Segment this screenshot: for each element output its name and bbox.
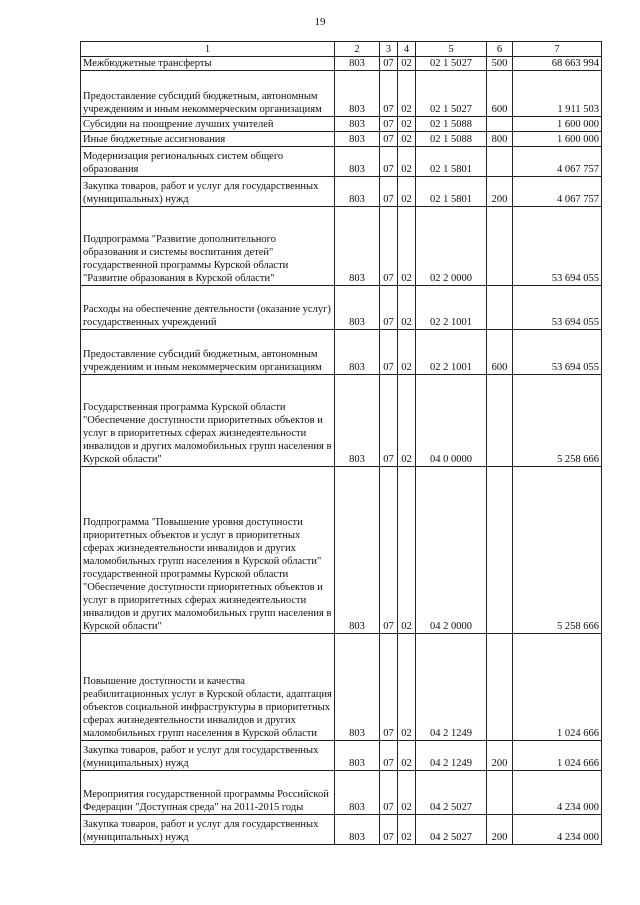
cell-rz: 07 bbox=[380, 771, 398, 815]
cell-pr: 02 bbox=[398, 207, 416, 286]
cell-vr bbox=[487, 634, 513, 741]
row-name: Иные бюджетные ассигнования bbox=[81, 132, 335, 147]
cell-csr: 02 2 1001 bbox=[416, 286, 487, 330]
budget-table bbox=[80, 41, 602, 845]
cell-csr: 02 1 5027 bbox=[416, 71, 487, 117]
row-name: Подпрограмма "Развитие дополнительного образования и системы воспитания детей" государственной программы Курской области "Развитие образования в Курской области" bbox=[81, 207, 335, 286]
cell-gr: 803 bbox=[335, 57, 380, 71]
table-row bbox=[81, 57, 602, 71]
cell-sum: 4 067 757 bbox=[513, 177, 602, 207]
cell-vr bbox=[487, 375, 513, 467]
cell-sum: 1 600 000 bbox=[513, 117, 602, 132]
row-name: Предоставление субсидий бюджетным, автономным учреждениям и иным некоммерческим организациям bbox=[81, 71, 335, 117]
cell-vr bbox=[487, 147, 513, 177]
column-header: 2 bbox=[335, 42, 380, 57]
column-number-row bbox=[81, 42, 602, 57]
cell-gr: 803 bbox=[335, 207, 380, 286]
cell-rz: 07 bbox=[380, 117, 398, 132]
cell-gr: 803 bbox=[335, 815, 380, 845]
cell-sum: 1 600 000 bbox=[513, 132, 602, 147]
cell-rz: 07 bbox=[380, 177, 398, 207]
cell-vr bbox=[487, 286, 513, 330]
cell-vr bbox=[487, 771, 513, 815]
cell-csr: 04 2 1249 bbox=[416, 741, 487, 771]
cell-pr: 02 bbox=[398, 177, 416, 207]
row-name: Закупка товаров, работ и услуг для государственных (муниципальных) нужд bbox=[81, 815, 335, 845]
cell-gr: 803 bbox=[335, 375, 380, 467]
cell-gr: 803 bbox=[335, 741, 380, 771]
cell-pr: 02 bbox=[398, 71, 416, 117]
cell-csr: 02 1 5088 bbox=[416, 132, 487, 147]
cell-rz: 07 bbox=[380, 375, 398, 467]
cell-csr: 02 1 5027 bbox=[416, 57, 487, 71]
table-row bbox=[81, 147, 602, 177]
cell-rz: 07 bbox=[380, 207, 398, 286]
table-row bbox=[81, 286, 602, 330]
cell-pr: 02 bbox=[398, 741, 416, 771]
table-row bbox=[81, 207, 602, 286]
table-row bbox=[81, 741, 602, 771]
table-row bbox=[81, 634, 602, 741]
cell-gr: 803 bbox=[335, 117, 380, 132]
cell-rz: 07 bbox=[380, 741, 398, 771]
cell-pr: 02 bbox=[398, 132, 416, 147]
cell-gr: 803 bbox=[335, 330, 380, 375]
cell-vr: 500 bbox=[487, 57, 513, 71]
page-number: 19 bbox=[314, 16, 326, 28]
cell-pr: 02 bbox=[398, 286, 416, 330]
cell-csr: 04 0 0000 bbox=[416, 375, 487, 467]
row-name: Подпрограмма "Повышение уровня доступности приоритетных объектов и услуг в приоритетных сферах жизнедеятельности инвалидов и других маломобильных групп населения в Курской области" государственной программы Курской области "Обеспечение доступности приоритетных объектов и услуг в приоритетных сферах жизнедеятельности инвалидов и других маломобильных групп населения в Курской области" bbox=[81, 467, 335, 634]
cell-pr: 02 bbox=[398, 634, 416, 741]
cell-pr: 02 bbox=[398, 57, 416, 71]
cell-vr: 200 bbox=[487, 177, 513, 207]
cell-gr: 803 bbox=[335, 467, 380, 634]
cell-rz: 07 bbox=[380, 132, 398, 147]
cell-rz: 07 bbox=[380, 330, 398, 375]
column-header: 1 bbox=[81, 42, 335, 57]
cell-sum: 5 258 666 bbox=[513, 375, 602, 467]
cell-rz: 07 bbox=[380, 147, 398, 177]
cell-gr: 803 bbox=[335, 771, 380, 815]
cell-csr: 04 2 5027 bbox=[416, 815, 487, 845]
cell-sum: 1 911 503 bbox=[513, 71, 602, 117]
cell-sum: 53 694 055 bbox=[513, 207, 602, 286]
cell-csr: 02 1 5088 bbox=[416, 117, 487, 132]
cell-rz: 07 bbox=[380, 57, 398, 71]
cell-pr: 02 bbox=[398, 147, 416, 177]
cell-vr: 800 bbox=[487, 132, 513, 147]
cell-csr: 04 2 0000 bbox=[416, 467, 487, 634]
cell-csr: 04 2 1249 bbox=[416, 634, 487, 741]
cell-sum: 5 258 666 bbox=[513, 467, 602, 634]
cell-csr: 02 1 5801 bbox=[416, 147, 487, 177]
row-name: Субсидии на поощрение лучших учителей bbox=[81, 117, 335, 132]
cell-rz: 07 bbox=[380, 71, 398, 117]
row-name: Государственная программа Курской области "Обеспечение доступности приоритетных объектов и услуг в приоритетных сферах жизнедеятельности инвалидов и других маломобильных групп населения в Курской области" bbox=[81, 375, 335, 467]
row-name: Межбюджетные трансферты bbox=[81, 57, 335, 71]
cell-pr: 02 bbox=[398, 117, 416, 132]
cell-sum: 53 694 055 bbox=[513, 330, 602, 375]
row-name: Расходы на обеспечение деятельности (оказание услуг) государственных учреждений bbox=[81, 286, 335, 330]
cell-vr: 600 bbox=[487, 71, 513, 117]
cell-sum: 53 694 055 bbox=[513, 286, 602, 330]
table-row bbox=[81, 815, 602, 845]
table-row bbox=[81, 375, 602, 467]
cell-csr: 02 1 5801 bbox=[416, 177, 487, 207]
cell-gr: 803 bbox=[335, 71, 380, 117]
cell-sum: 4 234 000 bbox=[513, 771, 602, 815]
column-header: 6 bbox=[487, 42, 513, 57]
row-name: Мероприятия государственной программы Российской Федерации "Доступная среда" на 2011-2015 годы bbox=[81, 771, 335, 815]
cell-pr: 02 bbox=[398, 467, 416, 634]
cell-csr: 04 2 5027 bbox=[416, 771, 487, 815]
cell-gr: 803 bbox=[335, 634, 380, 741]
column-header: 4 bbox=[398, 42, 416, 57]
cell-gr: 803 bbox=[335, 286, 380, 330]
cell-gr: 803 bbox=[335, 177, 380, 207]
cell-pr: 02 bbox=[398, 771, 416, 815]
cell-vr: 200 bbox=[487, 741, 513, 771]
table-row bbox=[81, 132, 602, 147]
column-header: 5 bbox=[416, 42, 487, 57]
row-name: Модернизация региональных систем общего образования bbox=[81, 147, 335, 177]
table-row bbox=[81, 71, 602, 117]
column-header: 3 bbox=[380, 42, 398, 57]
table-row bbox=[81, 771, 602, 815]
cell-rz: 07 bbox=[380, 815, 398, 845]
row-name: Закупка товаров, работ и услуг для государственных (муниципальных) нужд bbox=[81, 741, 335, 771]
cell-sum: 4 234 000 bbox=[513, 815, 602, 845]
cell-sum: 1 024 666 bbox=[513, 634, 602, 741]
table-row bbox=[81, 117, 602, 132]
table-row bbox=[81, 330, 602, 375]
cell-pr: 02 bbox=[398, 815, 416, 845]
cell-vr bbox=[487, 207, 513, 286]
table-row bbox=[81, 467, 602, 634]
cell-sum: 1 024 666 bbox=[513, 741, 602, 771]
cell-vr: 600 bbox=[487, 330, 513, 375]
cell-rz: 07 bbox=[380, 634, 398, 741]
cell-rz: 07 bbox=[380, 286, 398, 330]
row-name: Предоставление субсидий бюджетным, автономным учреждениям и иным некоммерческим организациям bbox=[81, 330, 335, 375]
cell-pr: 02 bbox=[398, 375, 416, 467]
cell-gr: 803 bbox=[335, 147, 380, 177]
cell-sum: 68 663 994 bbox=[513, 57, 602, 71]
column-header: 7 bbox=[513, 42, 602, 57]
cell-csr: 02 2 0000 bbox=[416, 207, 487, 286]
row-name: Закупка товаров, работ и услуг для государственных (муниципальных) нужд bbox=[81, 177, 335, 207]
cell-vr bbox=[487, 117, 513, 132]
table-row bbox=[81, 177, 602, 207]
cell-pr: 02 bbox=[398, 330, 416, 375]
cell-csr: 02 2 1001 bbox=[416, 330, 487, 375]
cell-vr: 200 bbox=[487, 815, 513, 845]
cell-sum: 4 067 757 bbox=[513, 147, 602, 177]
row-name: Повышение доступности и качества реабилитационных услуг в Курской области, адаптация объектов социальной инфраструктуры в приоритетных сферах жизнедеятельности инвалидов и других маломобильных групп населения в Курской области bbox=[81, 634, 335, 741]
cell-vr bbox=[487, 467, 513, 634]
cell-rz: 07 bbox=[380, 467, 398, 634]
cell-gr: 803 bbox=[335, 132, 380, 147]
